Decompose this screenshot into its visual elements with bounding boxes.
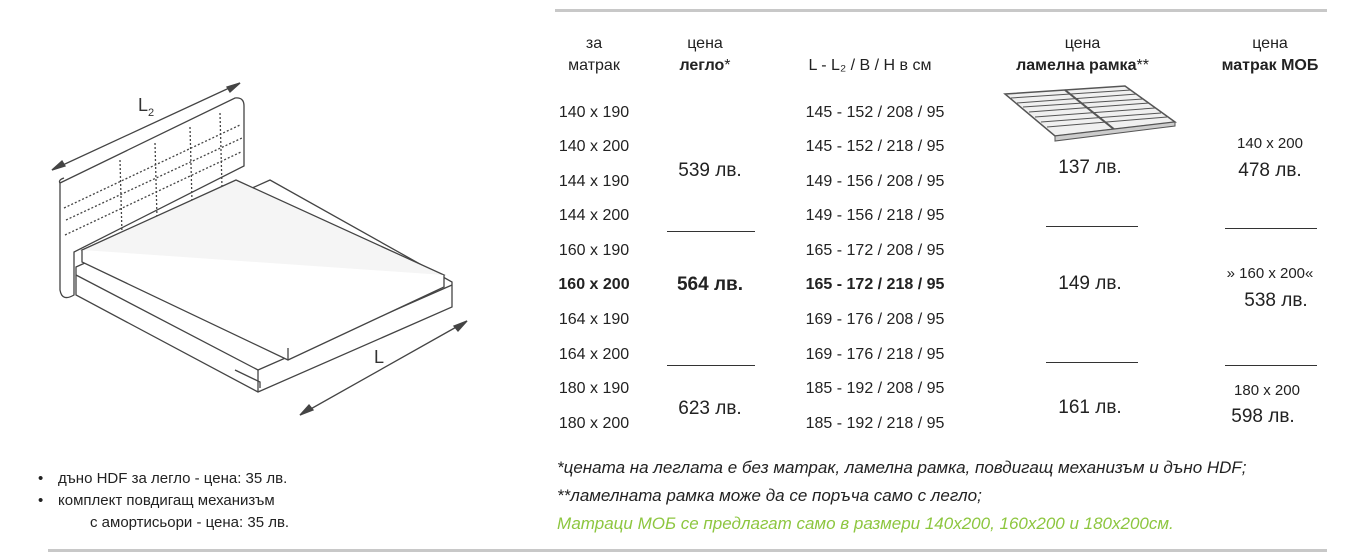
row-dimensions: 169 - 176 / 208 / 95 [805, 311, 945, 328]
header-mob-price [1200, 33, 1340, 77]
header-bed-mark: * [724, 57, 731, 74]
header-dims-text: L - L₂ / B / H в см [808, 57, 932, 74]
bed-price: 623 лв. [678, 398, 742, 419]
mob-size: 140 x 200 [1237, 135, 1303, 152]
group-divider [667, 365, 755, 366]
header-bed-line2: легло [679, 57, 725, 74]
header-mattress-line2: матрак [568, 57, 620, 74]
slat-price: 137 лв. [1058, 157, 1122, 178]
row-dimensions: 169 - 176 / 218 / 95 [805, 346, 945, 363]
l2-subscript: 2 [148, 107, 155, 119]
row-size: 160 x 190 [558, 242, 630, 259]
row-size: 180 x 200 [558, 415, 630, 432]
row-dimensions: 145 - 152 / 218 / 95 [805, 138, 945, 155]
row-size-highlight: 160 x 200 [558, 276, 630, 293]
row-size: 140 x 190 [558, 104, 630, 121]
header-bed-line1: цена [687, 35, 723, 52]
row-dimensions: 145 - 152 / 208 / 95 [805, 104, 945, 121]
row-dimensions: 185 - 192 / 208 / 95 [805, 380, 945, 397]
l2-label: L [138, 95, 149, 115]
mob-price: 538 лв. [1244, 290, 1308, 311]
bed-price-highlight: 564 лв. [676, 274, 743, 295]
row-size: 164 x 190 [558, 311, 630, 328]
header-dimensions [780, 55, 960, 77]
extras-item-hdf: • дъно HDF за легло - цена: 35 лв. [38, 468, 289, 490]
header-slat-price [995, 33, 1170, 77]
row-dimensions: 149 - 156 / 208 / 95 [805, 173, 945, 190]
bed-illustration [30, 70, 490, 430]
header-slat-line1: цена [1064, 35, 1101, 52]
bottom-rule [48, 549, 1327, 552]
row-dimensions-highlight: 165 - 172 / 218 / 95 [805, 276, 945, 293]
group-divider [1046, 226, 1138, 227]
row-size: 164 x 200 [558, 346, 630, 363]
header-bed-price [650, 33, 760, 77]
row-size: 140 x 200 [558, 138, 630, 155]
mob-price: 598 лв. [1231, 406, 1295, 427]
header-mattress-line1: за [585, 35, 603, 52]
slat-price: 149 лв. [1058, 273, 1122, 294]
header-slat-line2: ламелна рамка [1016, 57, 1137, 74]
row-dimensions: 165 - 172 / 208 / 95 [805, 242, 945, 259]
footnote-bed: *цената на леглата е без матрак, ламелна рамка, повдигащ механизъм и дъно HDF; [557, 458, 1247, 477]
mob-price: 478 лв. [1238, 160, 1302, 181]
l-label: L [374, 347, 385, 367]
footnote-slat: **ламелната рамка може да се поръча само с легло; [557, 486, 982, 505]
slat-price: 161 лв. [1058, 397, 1122, 418]
group-divider [1225, 228, 1317, 229]
group-divider [1225, 365, 1317, 366]
row-size: 144 x 200 [558, 207, 630, 224]
row-dimensions: 149 - 156 / 218 / 95 [805, 207, 945, 224]
group-divider [1046, 362, 1138, 363]
header-mob-line1: цена [1252, 35, 1288, 52]
row-dimensions: 185 - 192 / 218 / 95 [805, 415, 945, 432]
group-divider [667, 231, 755, 232]
header-mob-line2: матрак МОБ [1221, 57, 1319, 74]
row-size: 144 x 190 [558, 173, 630, 190]
extras-list [38, 468, 289, 534]
extras-item-mechanism: • комплект повдигащ механизъм [38, 490, 289, 512]
bed-price: 539 лв. [678, 160, 742, 181]
header-mattress [548, 33, 640, 77]
mob-size: 180 x 200 [1234, 382, 1300, 399]
header-slat-mark: ** [1136, 57, 1149, 74]
top-rule [555, 9, 1327, 12]
row-size: 180 x 190 [558, 380, 630, 397]
slat-frame-image [1000, 84, 1180, 144]
extras-item-mechanism-cont: с амортисьори - цена: 35 лв. [90, 514, 290, 531]
mob-size-highlight: » 160 x 200« [1226, 265, 1314, 282]
footnote-mob: Матраци МОБ се предлагат само в размери 140х200, 160х200 и 180х200см. [557, 514, 1174, 533]
